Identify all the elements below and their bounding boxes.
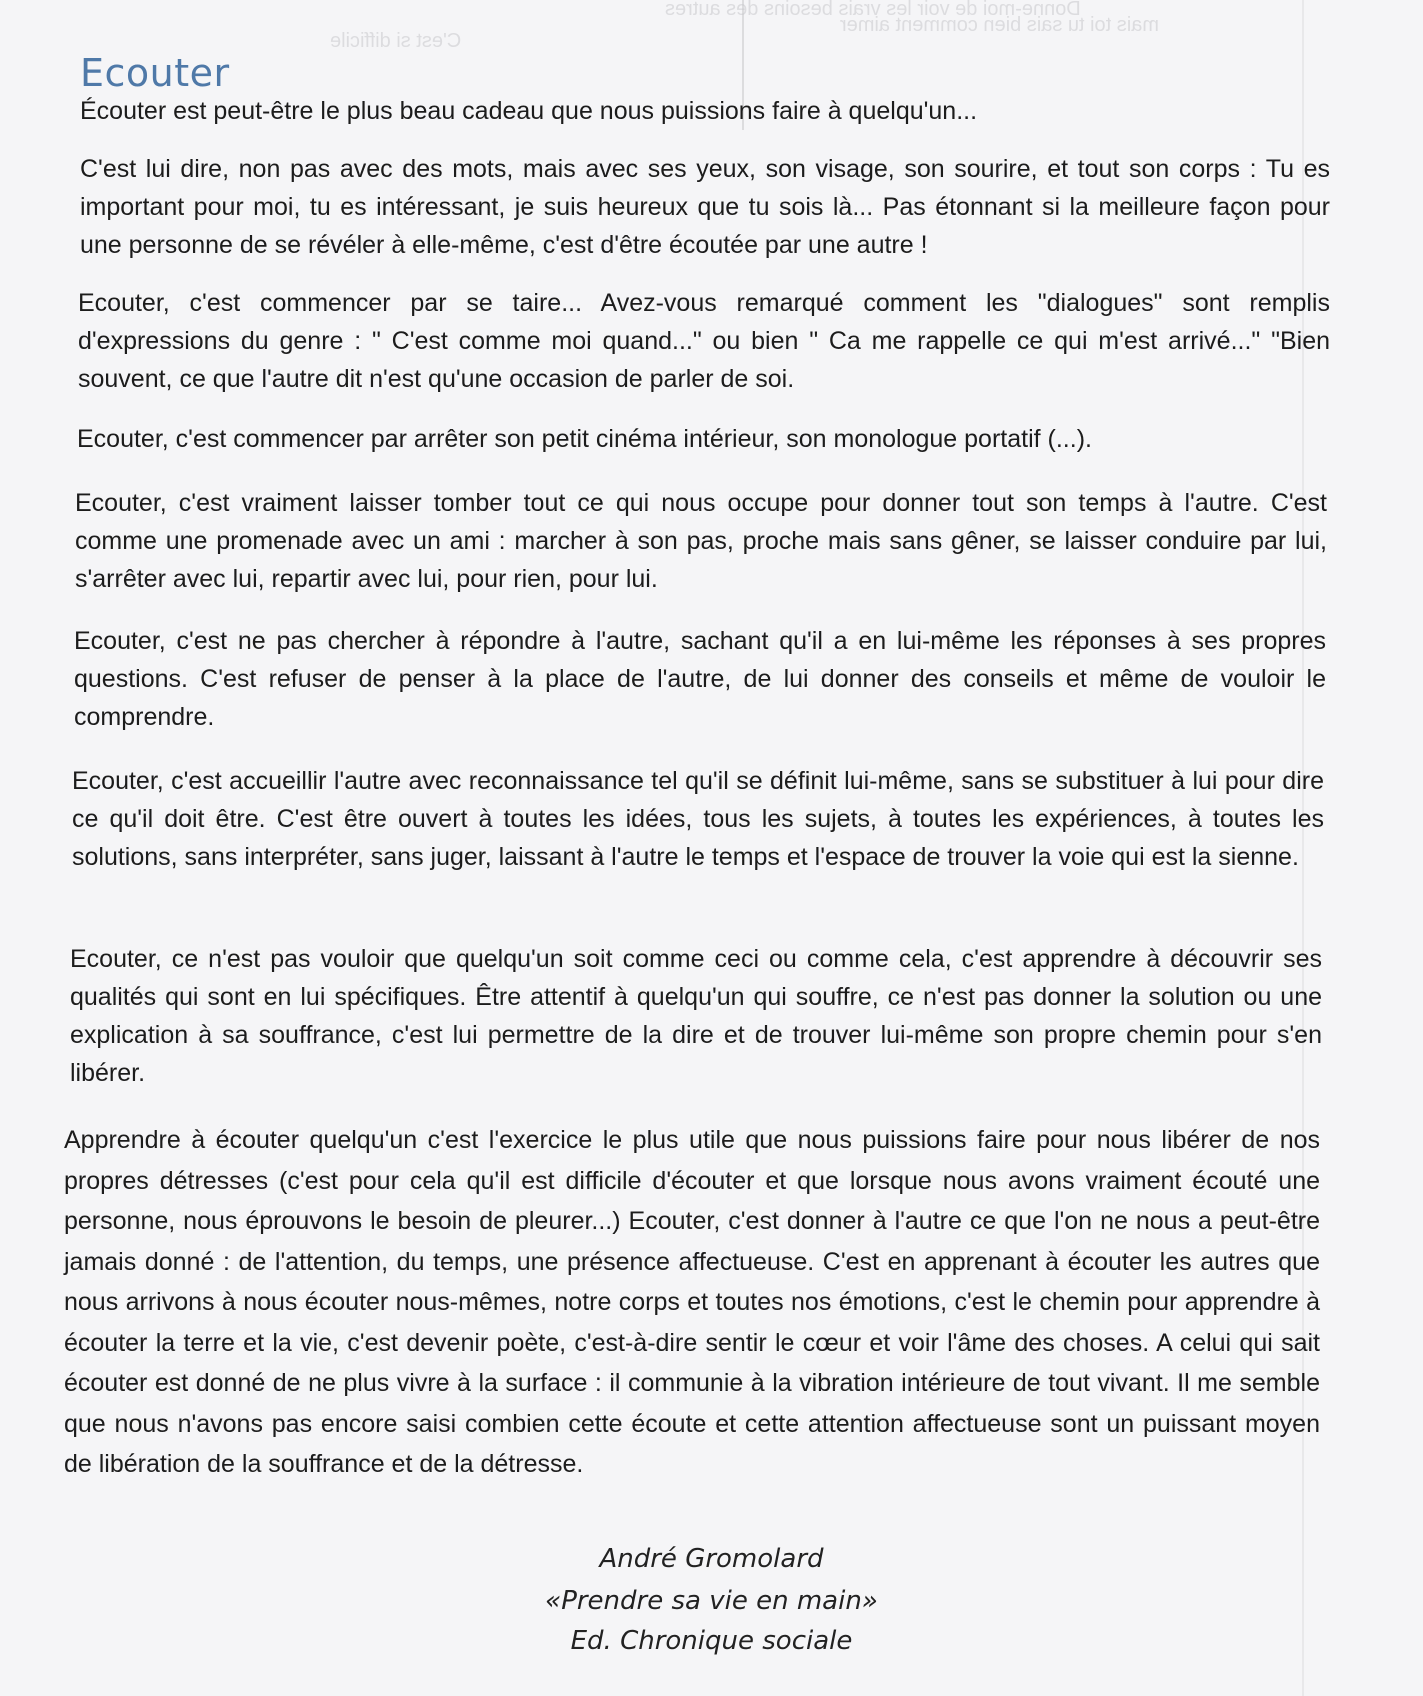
bleed-through-text: C'est si difficile (330, 30, 462, 52)
paragraph: Ecouter, c'est commencer par se taire... Avez-vous remarqué comment les "dialogues" sont remplis d'expressions du genre : " C'est comme moi quand..." ou bien " Ca me rappelle ce qui m'est arrivé..." "Bien souvent, ce que l'autre dit n'est qu'une occasion de parler de soi. (78, 289, 1330, 393)
paragraph: Apprendre à écouter quelqu'un c'est l'exercice le plus utile que nous puissions faire pour nous libérer de nos propres détresses (c'est pour cela qu'il est difficile d'écouter et que lorsque nous avons vraiment écouté une personne, nous éprouvons le besoin de pleurer...) Ecouter, c'est donner à l'autre ce que l'on ne nous a peut-être jamais donné : de l'attention, du temps, une présence affectueuse. C'est en apprenant à écouter les autres que nous arrivons à nous écouter nous-mêmes, notre corps et toutes nos émotions, c'est le chemin pour apprendre à écouter la terre et la vie, c'est devenir poète, c'est-à-dire sentir le cœur et voir l'âme des choses. A celui qui sait écouter est donné de ne plus vivre à la surface : il communie à la vibration intérieure de tout vivant. Il me semble que nous n'avons pas encore saisi combien cette écoute et cette attention affectueuse sont un puissant moyen de libération de la souffrance et de la détresse. (64, 1126, 1320, 1478)
paragraph: Ecouter, ce n'est pas vouloir que quelqu'un soit comme ceci ou comme cela, c'est apprendre à découvrir ses qualités qui sont en lui spécifiques. Être attentif à quelqu'un qui souffre, ce n'est pas donner la solution ou une explication à sa souffrance, c'est lui permettre de la dire et de trouver lui-même son propre chemin pour s'en libérer. (70, 945, 1322, 1087)
paragraph-intro: Écouter est peut-être le plus beau cadeau que nous puissions faire à quelqu'un... (80, 97, 978, 125)
bleed-through-text: mais toi tu sais bien comment aimer (840, 14, 1160, 36)
paragraph: Ecouter, c'est ne pas chercher à répondre à l'autre, sachant qu'il a en lui-même les réponses à ses propres questions. C'est refuser de penser à la place de l'autre, de lui donner des conseils et même de vouloir le comprendre. (74, 627, 1326, 731)
document-title: Ecouter (80, 51, 230, 96)
credit-author: André Gromolard (599, 1544, 824, 1574)
paragraph: C'est lui dire, non pas avec des mots, mais avec ses yeux, son visage, son sourire, et tout son corps : Tu es important pour moi, tu es intéressant, je suis heureux que tu sois là... Pas étonnant si la meilleure façon pour une personne de se révéler à elle-même, c'est d'être écoutée par une autre ! (80, 155, 1330, 259)
paragraph: Ecouter, c'est vraiment laisser tomber tout ce qui nous occupe pour donner tout son temps à l'autre. C'est comme une promenade avec un ami : marcher à son pas, proche mais sans gêner, se laisser conduire par lui, s'arrêter avec lui, repartir avec lui, pour rien, pour lui. (75, 489, 1327, 593)
paragraph: Ecouter, c'est commencer par arrêter son petit cinéma intérieur, son monologue portatif (...). (77, 425, 1092, 453)
bleed-through-text: Donne-moi de voir les vrais besoins des autres (665, 0, 1081, 20)
credit-book: «Prendre sa vie en main» (545, 1586, 878, 1616)
credit-publisher: Ed. Chronique sociale (570, 1626, 853, 1656)
paragraph: Ecouter, c'est accueillir l'autre avec reconnaissance tel qu'il se définit lui-même, sans se substituer à lui pour dire ce qu'il doit être. C'est être ouvert à toutes les idées, tous les sujets, à toutes les expériences, à toutes les solutions, sans interpréter, sans juger, laissant à l'autre le temps et l'espace de trouver la voie qui est la sienne. (72, 767, 1324, 871)
